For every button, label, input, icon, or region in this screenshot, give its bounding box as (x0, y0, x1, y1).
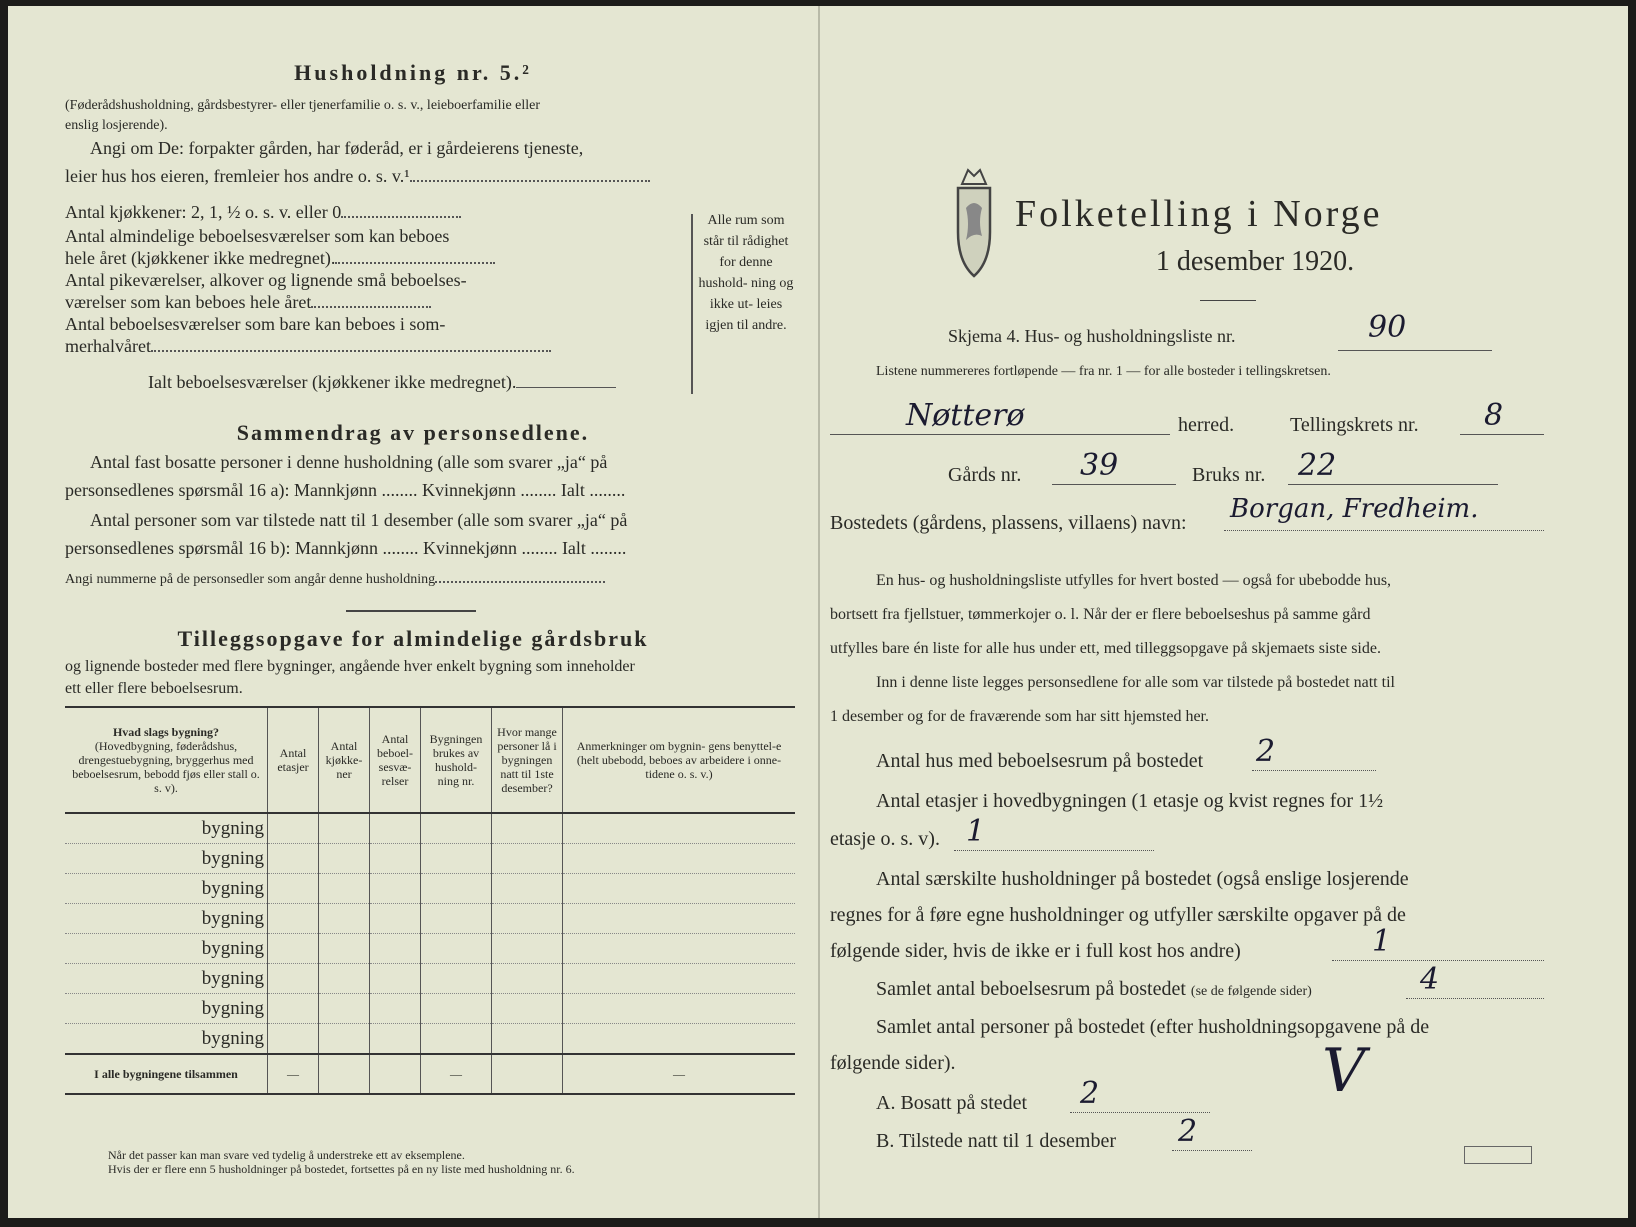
instructions-2: bortsett fra fjellstuer, tømmerkojer o. l. Når der er flere beboelseshus på samme gård (830, 606, 1371, 623)
schema-line: Skjema 4. Hus- og husholdningsliste nr. (948, 326, 1236, 346)
row-label: bygning (201, 877, 264, 899)
total-persons-label-2: følgende sider). (830, 1052, 956, 1074)
instructions-5: 1 desember og for de fraværende som har sitt hjemsted her. (830, 708, 1209, 725)
total-rooms-label: Samlet antal beboelsesrum på bostedet (se de følgende sider) (876, 978, 1312, 1000)
col-header-household-no: Bygningen brukes av hushold- ning nr. (421, 707, 492, 813)
row-label: bygning (201, 817, 264, 839)
household-title: Husholdning nr. 5.² (294, 60, 532, 85)
rooms-row-1: Antal almindelige beboelsesværelser som kan beboes (65, 226, 450, 246)
rooms-row-2b: værelser som kan beboes hele året (65, 292, 431, 313)
summary-line-3: Antal personer som var tilstede natt til 1 desember (alle som svarer „ja“ på (90, 510, 628, 530)
col-header-persons: Hvor mange personer lå i bygningen natt til 1ste desember? (492, 707, 563, 813)
brace (691, 214, 695, 394)
title-divider (1200, 300, 1256, 301)
instructions-1: En hus- og husholdningsliste utfylles for hvert bosted — også for ubebodde hus, (876, 572, 1392, 589)
supplement-title: Tilleggsopgave for almindelige gårdsbruk (177, 626, 649, 651)
form-title: Folketelling i Norge (1015, 193, 1383, 235)
rooms-row-1b: hele året (kjøkkener ikke medregnet). (65, 248, 495, 269)
total-remarks: — (563, 1054, 796, 1094)
summary-line-2: personsedlenes spørsmål 16 a): Mannkjønn ........ Kvinnekjønn ........ Ialt ........ (65, 480, 626, 500)
check-mark: V (1322, 1036, 1366, 1106)
brace-note: Alle rum som står til rådighet for denne hushold- ning og ikke ut- leies igjen til andre. (698, 213, 794, 333)
summary-title: Sammendrag av personsedlene. (236, 420, 590, 445)
row-label: bygning (201, 1027, 264, 1049)
col-header-kitchens: Antal kjøkke- ner (319, 707, 370, 813)
floors-label-2: etasje o. s. v). (830, 828, 940, 850)
summary-line-5: Angi nummerne på de personsedler som angår denne husholdning (65, 572, 605, 588)
houses-label: Antal hus med beboelsesrum på bostedet (876, 750, 1204, 772)
form-date: 1 desember 1920. (1155, 246, 1355, 277)
angi-line-1: Angi om De: forpakter gården, har føderåd, er i gårdeierens tjeneste, (90, 138, 584, 158)
printer-stamp (1464, 1146, 1532, 1164)
households-label-2: regnes for å føre egne husholdninger og utfyller særskilte opgaver på de (830, 904, 1406, 926)
footnote-2: Hvis der er flere enn 5 husholdninger på bostedet, fortsettes på en ny liste med husholdning nr. 6. (108, 1162, 575, 1176)
instructions-3: utfylles bare én liste for alle hus under ett, med tilleggsopgave på skjemaets siste side. (830, 640, 1381, 657)
numbering-note: Listene nummereres fortløpende — fra nr. 1 — for alle bosteder i tellingskretsen. (876, 364, 1331, 379)
total-row-label: I alle bygningene tilsammen (65, 1054, 268, 1094)
left-page (8, 6, 818, 1218)
summary-line-1: Antal fast bosatte personer i denne husholdning (alle som svarer „ja“ på (90, 452, 608, 472)
footnote-1: Når det passer kan man svare ved tydelig å understreke ett av eksemplene. (108, 1148, 465, 1162)
row-label: bygning (201, 937, 264, 959)
row-label: bygning (201, 967, 264, 989)
floors-label-1: Antal etasjer i hovedbygningen (1 etasje og kvist regnes for 1½ (876, 790, 1384, 812)
coat-of-arms-icon (948, 162, 1000, 280)
total-household: — (421, 1054, 492, 1094)
household-subtitle-2: enslig losjerende). (65, 118, 168, 133)
col-header-building: Hvad slags bygning? (Hovedbygning, føderådshus, drengestuebygning, bryggerhus med beboelsesrum, bebodd fjøs eller stall o. s. v). (65, 707, 268, 813)
right-page: Folketelling i Norge 1 desember 1920. Skjema 4. Hus- og husholdningsliste nr. 90 Listene nummereres fortløpende — fra nr. 1 — for alle bosteder i tellingskretsen. Nøtterø herred. Tellingskrets nr. 8 Gårds nr. 39 Bruks nr. 22 Bostedets (gårdens, plassens, villaens) navn: Borgan, Fredheim. En hus- og husholdningsliste utfylles for hvert bosted — også for ubebodde hus, bortsett fra fjellstuer, tømmerkojer o. l. Når der er flere beboelseshus på samme gård utfylles bare én liste for alle hus under ett, med tilleggsopgave på skjemaets siste side. Inn i denne liste legges personsedlene for alle som var tilstede på bostedet natt til 1 desember og for de fraværende som har sitt hjemsted her. Antal hus med beboelsesrum på bostedet 2 Antal etasjer i hovedbygningen (1 etasje og kvist regnes for 1½ etasje o. s. v). 1 Antal særskilte husholdninger på bostedet (også enslige losjerende regnes for å føre egne husholdninger og utfyller særskilte opgaver på de følgende sider, hvis de ikke er i full kost hos andre) 1 Samlet antal beboelsesrum på bostedet (se de følgende sider) 4 Samlet antal personer på bostedet (efter husholdningsopgavene på de følgende sider). A. Bosatt på stedet 2 B. Tilstede natt til 1 desember 2 V (818, 6, 1630, 1218)
building-table (65, 706, 795, 1095)
gards-label: Gårds nr. (948, 464, 1022, 486)
total-floors: — (268, 1054, 319, 1094)
divider (346, 610, 476, 612)
angi-line-2: leier hus hos eieren, fremleier hos andre o. s. v.¹ (65, 166, 650, 187)
supplement-line-2: ett eller flere beboelsesrum. (65, 680, 243, 697)
resident-label: A. Bosatt på stedet (876, 1092, 1028, 1114)
bruks-label: Bruks nr. (1192, 464, 1266, 486)
household-subtitle-1: (Føderådshusholdning, gårdsbestyrer- eller tjenerfamilie o. s. v., leieboerfamilie eller (65, 98, 541, 113)
row-label: bygning (201, 907, 264, 929)
row-label: bygning (201, 997, 264, 1019)
rooms-row-2: Antal pikeværelser, alkover og lignende små beboelses- (65, 270, 467, 290)
census-form (8, 6, 1628, 1218)
households-label-1: Antal særskilte husholdninger på bostedet (også enslige losjerende (876, 868, 1409, 890)
herred-label: herred. (1178, 414, 1235, 436)
col-header-remarks: Anmerkninger om bygnin- gens benyttel-e (helt ubebodd, beboes av arbeidere i onne- tidene o. s. v.) (563, 707, 796, 813)
bosted-label: Bostedets (gårdens, plassens, villaens) navn: (830, 512, 1187, 534)
row-label: bygning (201, 847, 264, 869)
total-persons-label-1: Samlet antal personer på bostedet (efter husholdningsopgavene på de (876, 1016, 1430, 1038)
summary-line-4: personsedlenes spørsmål 16 b): Mannkjønn ........ Kvinnekjønn ........ Ialt ........ (65, 538, 627, 558)
rooms-row-3: Antal beboelsesværelser som bare kan beboes i som- (65, 314, 446, 334)
households-label-3: følgende sider, hvis de ikke er i full kost hos andre) (830, 940, 1241, 962)
kitchens-row: Antal kjøkkener: 2, 1, ½ o. s. v. eller 0 (65, 202, 461, 223)
present-label: B. Tilstede natt til 1 desember (876, 1130, 1116, 1152)
total-rooms-row: Ialt beboelsesværelser (kjøkkener ikke medregnet). (148, 372, 616, 393)
rooms-row-3b: merhalvåret (65, 336, 551, 357)
instructions-4: Inn i denne liste legges personsedlene for alle som var tilstede på bostedet natt til (876, 674, 1395, 691)
col-header-floors: Antal etasjer (268, 707, 319, 813)
col-header-rooms: Antal beboel- sesvæ- relser (370, 707, 421, 813)
tellingskrets-label: Tellingskrets nr. (1290, 414, 1419, 436)
supplement-line-1: og lignende bosteder med flere bygninger, angående hver enkelt bygning som inneholder (65, 658, 635, 675)
